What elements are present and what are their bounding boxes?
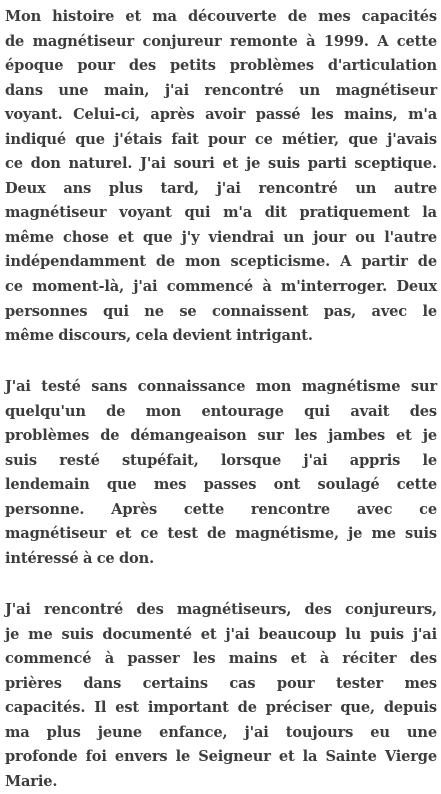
paragraph-1 [5,5,437,349]
text-line: voyant. Celui-ci, après avoir passé les mains, m'a [5,106,437,124]
text-line: J'ai rencontré des magnétiseurs, des conjureurs, [5,601,437,619]
text-line: intéressé à ce don. [5,549,155,567]
text-line: quelqu'un de mon entourage qui avait des [5,402,437,420]
paragraph-3 [5,598,437,794]
text-line: problèmes de démangeaison sur les jambes et je [5,427,437,445]
text-line: Marie. [5,772,58,790]
text-line: personnes qui ne se connaissent pas, avec le [5,302,437,320]
text-line: ce moment-là, j'ai commencé à m'interroger. Deux [5,278,437,296]
text-line: commencé à passer les mains et à réciter des [5,650,437,668]
text-line: indiqué que j'étais fait pour ce métier, que j'avais [5,130,437,148]
text-line: personne. Après cette rencontre avec ce [5,500,437,518]
text-line: de magnétiseur conjureur remonte à 1999. A cette [5,32,437,50]
text-line: même chose et que j'y viendrai un jour ou l'autre [5,228,437,246]
text-line: capacités. Il est important de préciser que, depuis [5,699,437,717]
text-line: prières dans certains cas pour tester mes [5,674,437,692]
text-line: Deux ans plus tard, j'ai rencontré un autre [5,179,437,197]
text-line: ce don naturel. J'ai souri et je suis parti sceptique. [5,155,437,173]
text-line: magnétiseur et ce test de magnétisme, je me suis [5,525,437,543]
paragraph-2 [5,375,437,571]
text-line: je me suis documenté et j'ai beaucoup lu puis j'ai [5,625,437,643]
text-line: époque pour des petits problèmes d'articulation [5,57,437,75]
text-line: Mon histoire et ma découverte de mes capacités [5,8,437,25]
text-line: ma plus jeune enfance, j'ai toujours eu une [5,723,437,741]
text-line: lendemain que mes passes ont soulagé cette [5,476,437,494]
text-line: dans une main, j'ai rencontré un magnétiseur [5,81,437,99]
text-line: même discours, cela devient intrigant. [5,327,313,345]
text-line: profonde foi envers le Seigneur et la Sainte Vierge [5,748,437,766]
text-line: indépendamment de mon scepticisme. A partir de [5,253,437,271]
text-line: J'ai testé sans connaissance mon magnétisme sur [5,378,437,396]
text-line: magnétiseur voyant qui m'a dit pratiquement la [5,204,437,222]
text-line: suis resté stupéfait, lorsque j'ai appris le [5,451,437,469]
